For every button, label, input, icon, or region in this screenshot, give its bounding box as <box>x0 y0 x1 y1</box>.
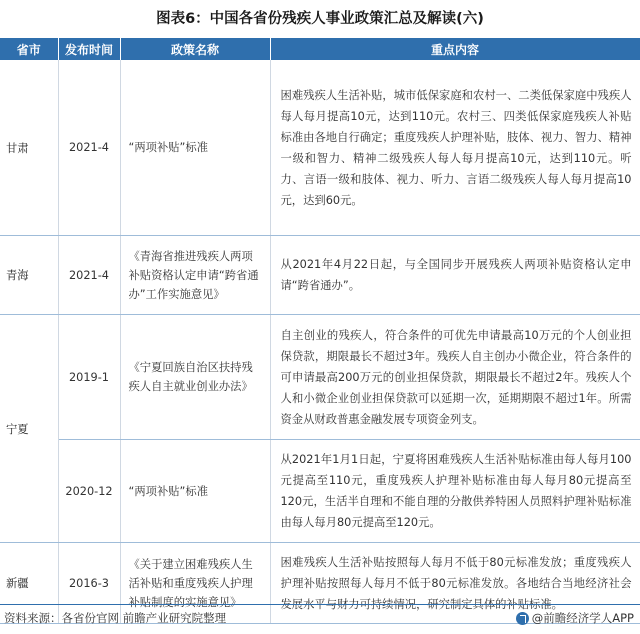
header-content: 重点内容 <box>270 38 640 60</box>
header-date: 发布时间 <box>58 38 120 60</box>
cell-policy: 《青海省推进残疾人两项补贴资格认定申请“跨省通办”工作实施意见》 <box>120 236 270 315</box>
table-header-row <box>0 38 640 60</box>
cell-policy: “两项补贴”标准 <box>120 60 270 236</box>
cell-date: 2020-12 <box>58 440 120 543</box>
header-province: 省市 <box>0 38 58 60</box>
cell-province: 青海 <box>0 236 58 315</box>
cell-content: 自主创业的残疾人，符合条件的可优先申请最高10万元的个人创业担保贷款，期限最长不超过3年。残疾人自主创办小微企业，符合条件的可申请最高200万元的创业担保贷款，期限最长不超过2年。残疾人个人和小微企业创业担保贷款可以延期一次，延期期限不超过1年。所需资金从财政普惠金融发展专项资金列支。 <box>270 315 640 440</box>
source-note: 资料来源：各省份官网 前瞻产业研究院整理 <box>4 611 227 625</box>
brand-credit <box>516 607 634 629</box>
brand-text: @前瞻经济学人APP <box>531 611 634 625</box>
cell-content: 困难残疾人生活补贴，城市低保家庭和农村一、二类低保家庭中残疾人每人每月提高10元，达到110元。农村三、四类低保家庭残疾人补贴标准由各地自行确定；重度残疾人护理补贴，肢体、视力、智力、精神一级和智力、精神二级残疾人每人每月提高10元，达到110元。听力、言语一级和肢体、视力、听力、言语二级残疾人每人每月提高10元，达到60元。 <box>270 60 640 236</box>
cell-policy: “两项补贴”标准 <box>120 440 270 543</box>
cell-content: 困难残疾人生活补贴按照每人每月不低于80元标准发放；重度残疾人护理补贴按照每人每月不低于80元标准发放。各地结合当地经济社会发展水平与财力可持续情况，研究制定具体的补贴标准。 <box>270 543 640 624</box>
table-row <box>0 315 640 440</box>
chart-title: 图表6：中国各省份残疾人事业政策汇总及解读(六) <box>156 11 484 27</box>
cell-date: 2021-4 <box>58 60 120 236</box>
cell-date: 2016-3 <box>58 543 120 624</box>
table-row <box>0 440 640 543</box>
header-policy: 政策名称 <box>120 38 270 60</box>
cell-province: 宁夏 <box>0 315 58 543</box>
policy-table <box>0 38 640 624</box>
cell-policy: 《宁夏回族自治区扶持残疾人自主就业创业办法》 <box>120 315 270 440</box>
cell-province: 新疆 <box>0 543 58 624</box>
cell-content: 从2021年4月22日起，与全国同步开展残疾人两项补贴资格认定申请“跨省通办”。 <box>270 236 640 315</box>
brand-logo-icon <box>516 612 529 625</box>
cell-content: 从2021年1月1日起，宁夏将困难残疾人生活补贴标准由每人每月100元提高至110元，重度残疾人护理补贴标准由每人每月80元提高至120元，生活半自理和不能自理的分散供养特困人员照料护理补贴标准由每人每月80元提高至120元。 <box>270 440 640 543</box>
cell-policy: 《关于建立困难残疾人生活补贴和重度残疾人护理补贴制度的实施意见》 <box>120 543 270 624</box>
cell-province: 甘肃 <box>0 60 58 236</box>
table-row <box>0 60 640 236</box>
table-row <box>0 236 640 315</box>
cell-date: 2019-1 <box>58 315 120 440</box>
cell-date: 2021-4 <box>58 236 120 315</box>
footer <box>0 604 640 627</box>
